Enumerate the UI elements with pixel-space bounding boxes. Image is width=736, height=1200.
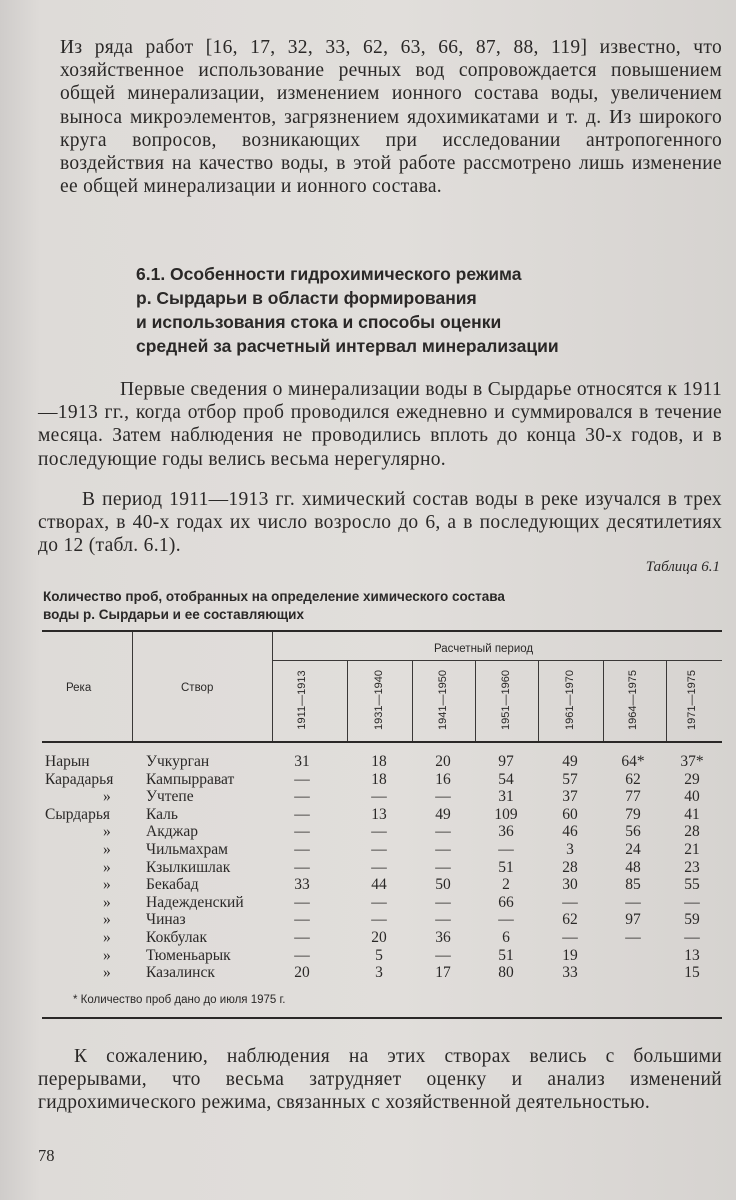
paragraph-period: В период 1911—1913 гг. химический состав воды в реке изучался в трех створах, в 40-х годах их число возросло до 6, а в последующих десятилетиях до 12 (табл. 6.1). bbox=[38, 489, 722, 557]
period-header: 1971—1975 bbox=[686, 670, 698, 730]
cell-value: 36 bbox=[498, 823, 514, 841]
table-row bbox=[0, 929, 736, 947]
cell-station: Казалинск bbox=[146, 964, 215, 982]
cell-river: » bbox=[103, 946, 111, 964]
cell-river: » bbox=[103, 929, 111, 946]
period-header-rule bbox=[272, 660, 722, 661]
table-header-rule bbox=[42, 741, 722, 743]
period-header: 1931—1940 bbox=[373, 670, 385, 730]
section-heading bbox=[136, 262, 696, 358]
cell-value: 40 bbox=[684, 788, 700, 806]
cell-value: 13 bbox=[684, 946, 700, 964]
cell-value: 28 bbox=[562, 858, 578, 876]
cell-station: Чильмахрам bbox=[146, 841, 228, 858]
cell-value: — bbox=[294, 805, 310, 823]
period-header: 1964—1975 bbox=[627, 670, 639, 730]
cell-value: 17 bbox=[435, 964, 451, 982]
table-title-line: воды р. Сырдарьи и ее составляющих bbox=[43, 607, 304, 622]
table-row bbox=[0, 841, 736, 859]
table-row bbox=[0, 859, 736, 877]
cell-value: 19 bbox=[562, 946, 578, 964]
period-column-divider bbox=[666, 660, 667, 741]
cell-station: Тюменьарык bbox=[146, 946, 231, 964]
table-bottom-rule bbox=[42, 1017, 722, 1019]
cell-value: 24 bbox=[625, 841, 641, 858]
cell-value: 20 bbox=[435, 753, 451, 770]
table-row bbox=[0, 823, 736, 841]
cell-value: — bbox=[371, 858, 387, 876]
cell-value: — bbox=[435, 788, 451, 806]
cell-value: 15 bbox=[684, 964, 700, 982]
cell-value: — bbox=[294, 929, 310, 946]
cell-value: 49 bbox=[435, 805, 451, 823]
heading-line: и использования стока и способы оценки bbox=[136, 312, 502, 332]
cell-station: Учтепе bbox=[146, 788, 194, 806]
cell-value: — bbox=[294, 946, 310, 964]
cell-value: — bbox=[498, 841, 514, 858]
period-header: 1961—1970 bbox=[564, 670, 576, 730]
cell-value: 44 bbox=[371, 876, 387, 894]
table-row bbox=[0, 788, 736, 806]
header-period: Расчетный период bbox=[434, 643, 534, 655]
cell-value: 23 bbox=[684, 858, 700, 876]
cell-value: 62 bbox=[625, 770, 641, 788]
period-column-divider bbox=[412, 660, 413, 741]
table-title-line: Количество проб, отобранных на определение химического состава bbox=[43, 589, 505, 604]
period-column-divider bbox=[538, 660, 539, 741]
table-label: Таблица 6.1 bbox=[645, 559, 720, 575]
cell-value: — bbox=[435, 946, 451, 964]
table-row bbox=[0, 806, 736, 824]
cell-river: » bbox=[103, 841, 111, 858]
cell-value: 20 bbox=[371, 929, 387, 946]
cell-value: 97 bbox=[625, 911, 641, 929]
cell-value: 46 bbox=[562, 823, 578, 841]
cell-value: 51 bbox=[498, 946, 514, 964]
cell-value: 59 bbox=[684, 911, 700, 929]
cell-value: 64* bbox=[621, 753, 645, 770]
table-row bbox=[0, 894, 736, 912]
cell-value: 16 bbox=[435, 770, 451, 788]
header-station: Створ bbox=[181, 682, 214, 694]
heading-line: средней за расчетный интервал минерализации bbox=[136, 336, 559, 356]
cell-value: — bbox=[294, 911, 310, 929]
cell-value: — bbox=[435, 841, 451, 858]
cell-value: 49 bbox=[562, 753, 578, 770]
cell-station: Акджар bbox=[146, 823, 198, 841]
cell-value: 21 bbox=[684, 841, 700, 858]
cell-station: Надежденский bbox=[146, 893, 244, 911]
cell-value: 48 bbox=[625, 858, 641, 876]
cell-value: 79 bbox=[625, 805, 641, 823]
paragraph-conclusion: К сожалению, наблюдения на этих створах велись с большими перерывами, что весьма затрудняет оценку и анализ изменений гидрохимического режима, связанных с хозяйственной деятельностью. bbox=[38, 1046, 722, 1114]
cell-value: — bbox=[562, 929, 578, 946]
cell-value: — bbox=[435, 823, 451, 841]
column-divider bbox=[132, 632, 133, 741]
table-title bbox=[43, 588, 643, 624]
page-number: 78 bbox=[38, 1146, 55, 1165]
cell-station: Бекабад bbox=[146, 876, 199, 894]
cell-value: 5 bbox=[375, 946, 383, 964]
period-header: 1951—1960 bbox=[500, 670, 512, 730]
table-row bbox=[0, 876, 736, 894]
cell-value: 55 bbox=[684, 876, 700, 894]
cell-value: — bbox=[498, 911, 514, 929]
cell-value: 33 bbox=[562, 964, 578, 982]
header-river: Река bbox=[66, 682, 92, 694]
table-row bbox=[0, 964, 736, 982]
cell-value: — bbox=[371, 893, 387, 911]
cell-value: 77 bbox=[625, 788, 641, 806]
cell-river: » bbox=[103, 964, 111, 982]
cell-river: » bbox=[103, 911, 111, 929]
cell-value: 13 bbox=[371, 805, 387, 823]
cell-value: — bbox=[371, 788, 387, 806]
cell-river: » bbox=[103, 823, 111, 841]
period-column-divider bbox=[347, 660, 348, 741]
cell-value: 3 bbox=[566, 841, 574, 858]
cell-river: Нарын bbox=[45, 753, 90, 770]
table-footnote: * Количество проб дано до июля 1975 г. bbox=[73, 994, 286, 1006]
cell-value: 66 bbox=[498, 893, 514, 911]
cell-value: 30 bbox=[562, 876, 578, 894]
cell-value: — bbox=[294, 770, 310, 788]
paragraph-first-data: Первые сведения о минерализации воды в Сырдарье относятся к 1911—1913 гг., когда отбор проб проводился ежедневно и суммировался в течение месяца. Затем наблюдения не проводились вплоть до конца 30-х годов, и в последующие годы велись весьма нерегулярно. bbox=[38, 379, 722, 470]
cell-river: Карадарья bbox=[45, 770, 114, 788]
cell-value: — bbox=[435, 911, 451, 929]
cell-value: 60 bbox=[562, 805, 578, 823]
cell-value: 31 bbox=[498, 788, 514, 806]
cell-value: 6 bbox=[502, 929, 510, 946]
cell-value: 20 bbox=[294, 964, 310, 982]
cell-value: 37 bbox=[562, 788, 578, 806]
table-row bbox=[0, 771, 736, 789]
cell-value: 51 bbox=[498, 858, 514, 876]
cell-river: » bbox=[103, 893, 111, 911]
cell-value: 54 bbox=[498, 770, 514, 788]
cell-value: — bbox=[625, 893, 641, 911]
period-header: 1911—1913 bbox=[296, 670, 308, 730]
cell-value: — bbox=[294, 893, 310, 911]
cell-value: — bbox=[371, 911, 387, 929]
cell-value: — bbox=[562, 893, 578, 911]
cell-value: 41 bbox=[684, 805, 700, 823]
cell-value: — bbox=[294, 823, 310, 841]
cell-river: Сырдарья bbox=[45, 805, 111, 823]
cell-value: 80 bbox=[498, 964, 514, 982]
cell-river: » bbox=[103, 876, 111, 894]
cell-value: 85 bbox=[625, 876, 641, 894]
cell-value: — bbox=[294, 858, 310, 876]
table-top-rule bbox=[42, 630, 722, 632]
cell-value: — bbox=[294, 841, 310, 858]
cell-value: — bbox=[371, 841, 387, 858]
cell-value: — bbox=[625, 929, 641, 946]
cell-value: 3 bbox=[375, 964, 383, 982]
column-divider bbox=[272, 632, 273, 741]
cell-value: 109 bbox=[494, 805, 518, 823]
cell-river: » bbox=[103, 788, 111, 806]
cell-value: 50 bbox=[435, 876, 451, 894]
cell-value: — bbox=[684, 929, 700, 946]
cell-value: 62 bbox=[562, 911, 578, 929]
cell-value: 18 bbox=[371, 770, 387, 788]
cell-value: 97 bbox=[498, 753, 514, 770]
cell-value: — bbox=[371, 823, 387, 841]
table-row bbox=[0, 911, 736, 929]
cell-value: — bbox=[684, 893, 700, 911]
cell-value: 31 bbox=[294, 753, 310, 770]
cell-station: Кзылкишлак bbox=[146, 858, 231, 876]
cell-value: 57 bbox=[562, 770, 578, 788]
period-column-divider bbox=[603, 660, 604, 741]
cell-value: 29 bbox=[684, 770, 700, 788]
cell-river: » bbox=[103, 858, 111, 876]
cell-station: Кампыррават bbox=[146, 770, 235, 788]
cell-value: — bbox=[294, 788, 310, 806]
cell-value: 2 bbox=[502, 876, 510, 894]
cell-value: 56 bbox=[625, 823, 641, 841]
cell-station: Учкурган bbox=[146, 753, 210, 770]
period-header: 1941—1950 bbox=[437, 670, 449, 730]
cell-value: — bbox=[435, 893, 451, 911]
period-column-divider bbox=[475, 660, 476, 741]
cell-value: — bbox=[435, 858, 451, 876]
cell-station: Кокбулак bbox=[146, 929, 207, 946]
cell-value: 28 bbox=[684, 823, 700, 841]
cell-value: 33 bbox=[294, 876, 310, 894]
cell-value: 36 bbox=[435, 929, 451, 946]
paragraph-intro: Из ряда работ [16, 17, 32, 33, 62, 63, 66, 87, 88, 119] известно, что хозяйственное использование речных вод сопровождается повышением общей минерализации, изменением ионного состава воды, увеличением выноса микроэлементов, загрязнением ядохимикатами и т. д. Из широкого круга вопросов, возникающих при исследовании антропогенного воздействия на качество воды, в этой работе рассмотрено лишь изменение ее общей минерализации и ионного состава. bbox=[60, 37, 722, 198]
table-row bbox=[0, 753, 736, 771]
heading-line: 6.1. Особенности гидрохимического режима bbox=[136, 264, 522, 284]
table-row bbox=[0, 947, 736, 965]
cell-station: Каль bbox=[146, 805, 178, 823]
cell-station: Чиназ bbox=[146, 911, 186, 929]
cell-value: 18 bbox=[371, 753, 387, 770]
heading-line: р. Сырдарьи в области формирования bbox=[136, 288, 477, 308]
cell-value: 37* bbox=[680, 753, 704, 770]
